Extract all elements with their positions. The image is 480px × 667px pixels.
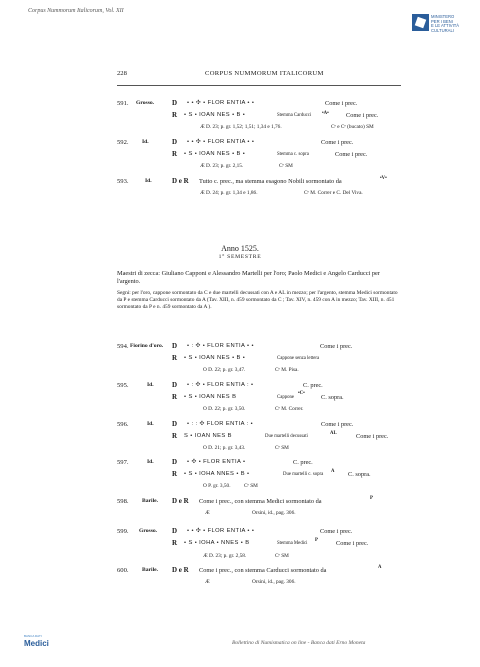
collections: Cᵉ SM <box>275 553 289 559</box>
header-rule <box>117 85 401 86</box>
medici-logo <box>24 634 49 652</box>
obverse-legend: • : ✣ • FLOR ENTIA • • <box>187 343 254 349</box>
entry-number: 598. <box>117 498 129 505</box>
reverse-letter: AL <box>330 431 337 436</box>
reverse-letter: •A• <box>322 111 329 116</box>
entry-number: 593. <box>117 178 129 185</box>
denomination: Fiorino d'oro. <box>130 343 164 349</box>
specimen-data: Æ D. 23; p. gr. 2,15. <box>200 163 244 169</box>
page-number: 228 <box>117 70 127 77</box>
reference: Orsini, id., pag. 306. <box>252 510 296 516</box>
medici-logo-big: Medici <box>24 639 49 648</box>
reverse-description: Stemma c. sopra <box>277 152 309 157</box>
specimen-data: O D. 22; p. gr. 3,50. <box>203 406 246 412</box>
reverse-comment: C. sopra. <box>348 471 371 478</box>
mark-letter: A <box>378 565 382 570</box>
mint-masters-paragraph: Maestri di zecca: Giuliano Capponi e Alessandro Martelli per l'oro; Paolo Medici e Angelo Carducci per l'argento. <box>117 270 380 285</box>
obverse-legend: • ✣ • FLOR ENTIA • <box>187 459 246 465</box>
ministry-emblem-icon <box>412 14 429 31</box>
reverse-letter: •V• <box>380 176 387 181</box>
specimen-data: O D. 21; p. gr. 3,43. <box>203 445 246 451</box>
denomination: Id. <box>142 139 149 145</box>
specimen-data: Æ <box>205 510 210 516</box>
reference: Orsini, id., pag. 306. <box>252 579 296 585</box>
collections: Cᵉ M. Correr e C. Del Viva. <box>304 190 363 196</box>
denomination: Barile. <box>142 498 159 504</box>
running-title: CORPUS NUMMORUM ITALICORUM <box>205 70 324 77</box>
denomination: Id. <box>145 178 152 184</box>
reverse-description: Stemma Medici <box>277 541 308 546</box>
obverse-symbol: D <box>172 420 178 428</box>
collections: Cᵉ M. Correr. <box>275 406 304 412</box>
reverse-letter: P <box>315 538 318 543</box>
entry-number: 591. <box>117 100 129 107</box>
reverse-description: Stemma Carducci <box>277 113 312 118</box>
reverse-legend: • S • IOAN NES • B • <box>184 151 246 157</box>
obverse-reverse-symbol: D e R <box>172 566 189 574</box>
reverse-letter: •C• <box>298 391 305 396</box>
obverse-symbol: D <box>172 138 178 146</box>
ministry-logo-text: MINISTERO PER I BENI E LE ATTIVITÀ CULTURALI <box>431 14 460 33</box>
obverse-symbol: D <box>172 527 178 535</box>
reverse-letter: A <box>331 469 335 474</box>
entry-number: 592. <box>117 139 129 146</box>
entry-number: 594. <box>117 343 129 350</box>
obverse-description: C. prec. <box>293 459 313 466</box>
specimen-data: O D. 22; p. gr. 3,47. <box>203 367 246 373</box>
signs-paragraph: Segni: per l'oro, cappone sormontato da C e due martelli decussati con A e AL in mezzo; per l'argento, stemma Medici sormontato da P e stemma Carducci sormontato da A (Tav. XIII, n. 459 sormontato da C ; Tav. XIV, n. 459 con A in mezzo; Tav. XIII, n. 451 sormontato da P e n. 459 sormontato da A ). <box>117 290 398 311</box>
reverse-symbol: R <box>172 150 178 158</box>
reverse-legend: • S • IOHA • NNES • B <box>184 540 250 546</box>
specimen-data: Æ D. 23; p. gr. 1,52; 1,51; 1,34 e 1,76. <box>200 124 282 130</box>
reverse-comment: Come i prec. <box>335 151 368 158</box>
obverse-symbol: D <box>172 99 178 107</box>
description: Tutto c. prec., ma stemma esagono Nobili sormontato da <box>199 178 342 185</box>
obverse-legend: • • ✣ • FLOR ENTIA • • <box>187 139 255 145</box>
collections: Cᵉ SM <box>275 445 289 451</box>
specimen-data: O P. gr. 3,50. <box>203 483 231 489</box>
denomination: Grosso. <box>136 100 155 106</box>
obverse-description: Come i prec. <box>321 139 354 146</box>
obverse-reverse-symbol: D e R <box>172 497 189 505</box>
entry-number: 597. <box>117 459 129 466</box>
reverse-symbol: R <box>172 393 178 401</box>
description: Come i prec., con stemma Medici sormontato da <box>199 498 322 505</box>
reverse-legend: • S • IOAN NES • B • <box>184 355 246 361</box>
year-heading: Anno 1525. <box>221 244 259 253</box>
specimen-data: Æ D. 23; p. gr. 2,58. <box>203 553 247 559</box>
obverse-description: Come i prec. <box>321 421 354 428</box>
obverse-reverse-symbol: D e R <box>172 177 189 185</box>
reverse-comment: C. sopra. <box>321 394 344 401</box>
reverse-symbol: R <box>172 111 178 119</box>
collections: Cᵉ e Cᵉ (bucato) SM <box>331 124 374 130</box>
collections: Cᵉ M. Pisa. <box>275 367 299 373</box>
entry-number: 596. <box>117 421 129 428</box>
denomination: Id. <box>147 382 154 388</box>
reverse-symbol: R <box>172 470 178 478</box>
reverse-legend: S • IOAN NES B <box>184 433 232 439</box>
obverse-legend: • • ✣ • FLOR ENTIA • • <box>187 528 255 534</box>
specimen-data: Æ <box>205 579 210 585</box>
reverse-description: Cappone <box>277 395 295 400</box>
description: Come i prec., con stemma Carducci sormontato da <box>199 567 327 574</box>
entry-number: 600. <box>117 567 129 574</box>
reverse-legend: • S • IOAN NES B <box>184 394 237 400</box>
denomination: Barile. <box>142 567 159 573</box>
reverse-symbol: R <box>172 354 178 362</box>
obverse-description: C. prec. <box>303 382 323 389</box>
obverse-legend: • • ✣ • FLOR ENTIA • • <box>187 100 255 106</box>
denomination: Id. <box>147 421 154 427</box>
reverse-legend: • S • IOAN NES • B • <box>184 112 246 118</box>
footer-text: Bollettino di Numismatica on line - Banca dati Erno Moneta <box>232 640 366 646</box>
reverse-description: Cappone senza lettera <box>277 356 320 361</box>
reverse-comment: Come i prec. <box>346 112 379 119</box>
obverse-legend: • : : ✣ FLOR ENTIA : • <box>187 421 254 427</box>
denomination: Id. <box>147 459 154 465</box>
reverse-comment: Come i prec. <box>356 433 389 440</box>
obverse-description: Come i prec. <box>325 100 358 107</box>
obverse-legend: • : ✣ • FLOR ENTIA : • <box>187 382 254 388</box>
reverse-comment: Come i prec. <box>336 540 369 547</box>
obverse-symbol: D <box>172 458 178 466</box>
obverse-description: Come i prec. <box>320 343 353 350</box>
series-title: Corpus Nummorum Italicorum, Vol. XII <box>28 8 124 14</box>
denomination: Grosso. <box>139 528 158 534</box>
entry-number: 599. <box>117 528 129 535</box>
collections: Cᵉ SM <box>279 163 293 169</box>
reverse-description: Due martelli c. sopra <box>283 472 324 477</box>
semester-heading: 1° SEMESTRE <box>218 254 262 260</box>
obverse-symbol: D <box>172 381 178 389</box>
obverse-symbol: D <box>172 342 178 350</box>
ministry-logo <box>412 14 472 38</box>
reverse-symbol: R <box>172 539 178 547</box>
reverse-legend: • S • IOHA NNES • B • <box>184 471 250 477</box>
collections: Cᵉ SM <box>244 483 258 489</box>
entry-number: 595. <box>117 382 129 389</box>
reverse-description: Due martelli decussati <box>265 434 308 439</box>
medici-logo-small: BANCA DATI <box>24 634 42 638</box>
reverse-symbol: R <box>172 432 178 440</box>
mark-letter: P <box>370 496 373 501</box>
obverse-description: Come i prec. <box>320 528 353 535</box>
specimen-data: Æ D. 24; p. gr. 1,34 e 1,86. <box>200 190 258 196</box>
